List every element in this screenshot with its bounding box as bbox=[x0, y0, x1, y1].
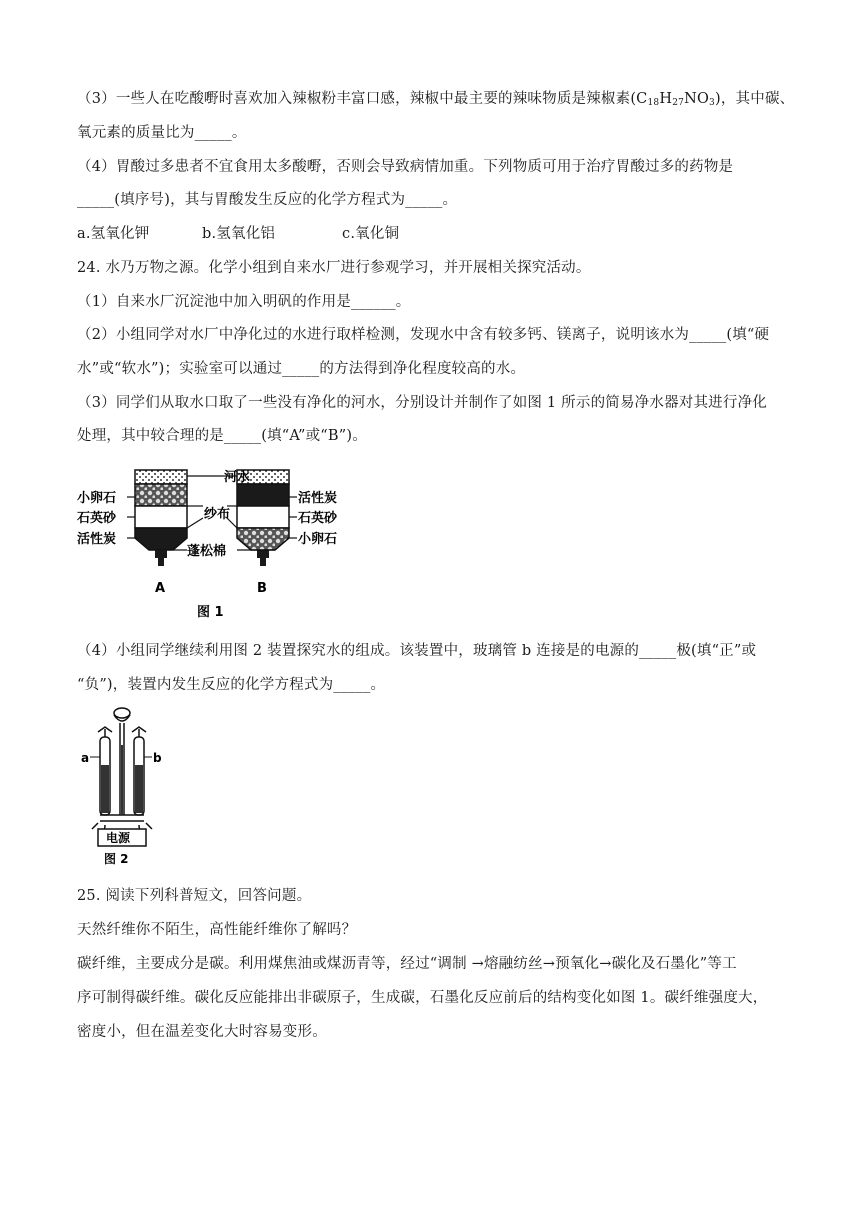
power-supply-label: 电源 bbox=[106, 831, 131, 845]
q25-line4: 密度小，但在温差变化大时容易变形。 bbox=[77, 1024, 327, 1040]
q23-part3-line2: 氧元素的质量比为_____。 bbox=[77, 125, 247, 141]
q23-part4-line1: （4）胃酸过多患者不宜食用太多酸嘢，否则会导致病情加重。下列物质可用于治疗胃酸过多的药物是 bbox=[77, 159, 734, 175]
figure-1-caption: 图 1 bbox=[197, 605, 224, 620]
q23-part4-line2: _____(填序号)，其与胃酸发生反应的化学方程式为_____。 bbox=[77, 192, 458, 208]
q25-stem: 25. 阅读下列科普短文，回答问题。 bbox=[77, 888, 312, 904]
q24-part1: （1）自来水厂沉淀池中加入明矾的作用是______。 bbox=[77, 294, 411, 310]
label-river-water: 河水 bbox=[224, 470, 251, 485]
right-label-1: 活性炭 bbox=[298, 491, 338, 506]
tube-a-label: a bbox=[81, 751, 90, 765]
q25-line3: 序可制得碳纤维。碳化反应能排出非碳原子，生成碳，石墨化反应前后的结构变化如图 1。碳纤维强度大， bbox=[77, 990, 768, 1006]
option-b: b.氢氧化铝 bbox=[202, 226, 276, 242]
figure-1-water-filters bbox=[75, 466, 385, 626]
figure-2-caption: 图 2 bbox=[104, 852, 129, 866]
filter-a bbox=[135, 470, 187, 566]
left-label-2: 石英砂 bbox=[77, 511, 117, 526]
q24-part3-line1: （3）同学们从取水口取了一些没有净化的河水，分别设计并制作了如图 1 所示的简易净水器对其进行净化 bbox=[77, 395, 767, 411]
left-label-3: 活性炭 bbox=[77, 532, 117, 547]
right-label-3: 小卵石 bbox=[298, 532, 338, 547]
q25-line2: 碳纤维，主要成分是碳。利用煤焦油或煤沥青等，经过“调制 →熔融纺丝→预氧化→碳化及石墨化”等工 bbox=[77, 956, 737, 972]
q24-part2-line1: （2）小组同学对水厂中净化过的水进行取样检测，发现水中含有较多钙、镁离子，说明该水为_____(填“硬 bbox=[77, 327, 770, 343]
left-label-1: 小卵石 bbox=[77, 491, 117, 506]
tube-b-label: b bbox=[153, 751, 162, 765]
filter-b-label: B bbox=[257, 581, 267, 596]
option-a: a.氢氧化钾 bbox=[77, 226, 150, 242]
q24-stem: 24. 水乃万物之源。化学小组到自来水厂进行参观学习，并开展相关探究活动。 bbox=[77, 260, 591, 276]
label-cotton: 蓬松棉 bbox=[187, 544, 227, 559]
q24-part4-line1: （4）小组同学继续利用图 2 装置探究水的组成。该装置中，玻璃管 b 连接是的电源的_____极(填“正”或 bbox=[77, 643, 757, 659]
q23-options bbox=[77, 222, 399, 243]
right-label-2: 石英砂 bbox=[298, 511, 338, 526]
q24-part2-line2: 水”或“软水”)；实验室可以通过_____的方法得到净化程度较高的水。 bbox=[77, 361, 526, 377]
q25-line1: 天然纤维你不陌生，高性能纤维你了解吗？ bbox=[77, 922, 357, 938]
figure-2-electrolysis bbox=[78, 705, 168, 867]
q23-part3-line1: （3）一些人在吃酸嘢时喜欢加入辣椒粉丰富口感，辣椒中最主要的辣味物质是辣椒素$(C_{18}H_{27}NO_3)$，其中碳、 bbox=[77, 91, 795, 108]
filter-a-label: A bbox=[155, 581, 166, 596]
label-gauze: 纱布 bbox=[204, 507, 231, 522]
q24-part3-line2: 处理，其中较合理的是_____(填“A”或“B”)。 bbox=[77, 428, 367, 444]
option-c: c.氧化铜 bbox=[342, 226, 400, 242]
q24-part4-line2: “负”)，装置内发生反应的化学方程式为_____。 bbox=[77, 677, 386, 693]
